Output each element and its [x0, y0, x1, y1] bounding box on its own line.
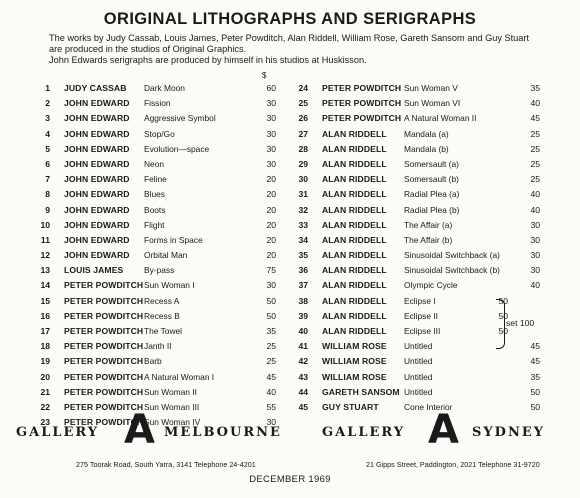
list-item — [32, 174, 292, 189]
artist-name: ALAN RIDDELL — [322, 295, 387, 306]
item-price: 40 — [530, 280, 540, 291]
artist-name: JOHN EDWARD — [64, 98, 130, 109]
list-item — [290, 341, 550, 356]
right-price-list — [290, 83, 550, 417]
work-title: Barb — [144, 356, 162, 367]
artist-name: PETER POWDITCH — [322, 83, 402, 93]
item-number: 33 — [298, 219, 308, 230]
list-item — [32, 387, 292, 402]
item-number: 12 — [40, 250, 50, 261]
item-number: 17 — [40, 326, 50, 336]
item-number: 32 — [298, 204, 308, 215]
item-price: 20 — [266, 250, 276, 261]
artist-name: WILLIAM ROSE — [322, 356, 387, 367]
list-item — [290, 356, 550, 371]
work-title: Recess A — [144, 295, 180, 306]
item-number: 13 — [40, 265, 50, 276]
item-number: 30 — [298, 174, 308, 185]
list-item — [32, 129, 292, 144]
work-title: Radial Plea (b) — [404, 204, 460, 215]
left-currency-header: $ — [262, 71, 267, 80]
item-price: 25 — [530, 174, 540, 185]
work-title: Forms in Space — [144, 234, 203, 245]
set-bracket — [496, 299, 505, 349]
list-item — [32, 220, 292, 235]
work-title: Blues — [144, 189, 165, 200]
page-title: ORIGINAL LITHOGRAPHS AND SERIGRAPHS — [103, 10, 477, 28]
artist-name: PETER POWDITCH — [64, 326, 144, 336]
list-item — [290, 220, 550, 235]
item-number: 19 — [40, 356, 50, 367]
artist-name: ALAN RIDDELL — [322, 265, 387, 276]
item-number: 1 — [45, 83, 50, 93]
work-title: Evolution—space — [144, 143, 210, 154]
item-number: 25 — [298, 98, 308, 109]
item-number: 10 — [40, 219, 50, 230]
work-title: Sun Woman VI — [404, 98, 461, 109]
item-number: 41 — [298, 341, 308, 352]
list-item — [290, 174, 550, 189]
item-number: 5 — [45, 143, 50, 154]
list-item — [290, 387, 550, 402]
item-number: 24 — [298, 83, 308, 93]
work-title: Stop/Go — [144, 128, 175, 139]
item-price: 45 — [530, 356, 540, 367]
item-price: 25 — [266, 341, 276, 352]
intro-text — [49, 33, 569, 65]
list-item — [32, 113, 292, 128]
list-item — [32, 144, 292, 159]
item-price: 50 — [498, 310, 508, 321]
list-item — [290, 235, 550, 250]
item-price: 45 — [530, 113, 540, 124]
item-price: 55 — [266, 401, 276, 412]
item-number: 38 — [298, 295, 308, 306]
list-item — [290, 113, 550, 128]
left-price-list — [32, 83, 292, 432]
work-title: Eclipse III — [404, 326, 441, 336]
item-number: 9 — [45, 204, 50, 215]
item-number: 22 — [40, 401, 50, 412]
work-title: Sun Woman IV — [144, 417, 201, 428]
list-item — [290, 250, 550, 265]
list-item — [290, 129, 550, 144]
work-title: Flight — [144, 219, 165, 230]
list-item — [32, 402, 292, 417]
item-price: 30 — [530, 219, 540, 230]
work-title: Sun Woman II — [144, 386, 197, 397]
artist-name: PETER POWDITCH — [322, 113, 402, 124]
item-number: 26 — [298, 113, 308, 124]
item-number: 42 — [298, 356, 308, 367]
work-title: Untitled — [404, 386, 433, 397]
list-item — [290, 83, 550, 98]
intro-line: are produced in the studios of Original Graphics. — [49, 43, 247, 54]
list-item — [290, 98, 550, 113]
list-item — [32, 189, 292, 204]
work-title: The Towel — [144, 326, 183, 336]
list-item — [290, 372, 550, 387]
work-title: Sinusoidal Switchback (a) — [404, 250, 500, 261]
artist-name: JOHN EDWARD — [64, 143, 130, 154]
artist-name: ALAN RIDDELL — [322, 204, 387, 215]
list-item — [32, 250, 292, 265]
work-title: Cone Interior — [404, 401, 453, 412]
artist-name: ALAN RIDDELL — [322, 143, 387, 154]
artist-name: ALAN RIDDELL — [322, 310, 387, 321]
item-price: 30 — [530, 265, 540, 276]
artist-name: JOHN EDWARD — [64, 234, 130, 245]
artist-name: PETER POWDITCH — [64, 295, 144, 306]
set-price-label: set 100 — [506, 318, 535, 328]
artist-name: ALAN RIDDELL — [322, 219, 387, 230]
item-number: 28 — [298, 143, 308, 154]
item-number: 8 — [45, 189, 50, 200]
list-item — [290, 296, 550, 311]
gallery-wordmark-sydney: GALLERY — [322, 425, 406, 440]
item-number: 6 — [45, 158, 50, 169]
item-price: 30 — [266, 280, 276, 291]
work-title: Sinusoidal Switchback (b) — [404, 265, 500, 276]
item-price: 45 — [266, 371, 276, 382]
item-number: 43 — [298, 371, 308, 382]
item-price: 40 — [530, 204, 540, 215]
item-price: 25 — [530, 143, 540, 154]
artist-name: ALAN RIDDELL — [322, 128, 387, 139]
item-number: 7 — [45, 174, 50, 185]
item-price: 20 — [266, 219, 276, 230]
item-price: 35 — [530, 83, 540, 93]
artist-name: JOHN EDWARD — [64, 250, 130, 261]
work-title: Recess B — [144, 310, 180, 321]
artist-name: PETER POWDITCH — [64, 401, 144, 412]
item-number: 11 — [40, 234, 50, 245]
list-item — [290, 205, 550, 220]
item-number: 18 — [40, 341, 50, 352]
artist-name: JOHN EDWARD — [64, 158, 130, 169]
item-number: 29 — [298, 158, 308, 169]
list-item — [290, 326, 550, 341]
artist-name: PETER POWDITCH — [64, 356, 144, 367]
item-number: 20 — [40, 371, 50, 382]
list-item — [32, 280, 292, 295]
list-item — [290, 144, 550, 159]
sydney-label: SYDNEY — [472, 425, 546, 440]
list-item — [290, 280, 550, 295]
artist-name: PETER POWDITCH — [64, 280, 144, 291]
item-price: 50 — [266, 310, 276, 321]
item-price: 60 — [266, 83, 276, 93]
item-price: 50 — [498, 295, 508, 306]
list-item — [32, 265, 292, 280]
list-item — [32, 98, 292, 113]
item-price: 30 — [266, 113, 276, 124]
item-number: 23 — [40, 417, 50, 428]
list-item — [32, 235, 292, 250]
work-title: Mandala (b) — [404, 143, 449, 154]
artist-name: WILLIAM ROSE — [322, 341, 387, 352]
item-price: 30 — [266, 128, 276, 139]
item-price: 20 — [266, 174, 276, 185]
item-price: 20 — [266, 234, 276, 245]
work-title: By-pass — [144, 265, 175, 276]
intro-line: John Edwards serigraphs are produced by himself in his studios at Huskisson. — [49, 54, 367, 65]
work-title: A Natural Woman II — [404, 113, 477, 124]
item-price: 40 — [530, 98, 540, 109]
item-number: 3 — [45, 113, 50, 124]
item-price: 40 — [266, 386, 276, 397]
item-number: 27 — [298, 128, 308, 139]
item-price: 35 — [266, 326, 276, 336]
item-price: 40 — [530, 189, 540, 200]
list-item — [290, 159, 550, 174]
list-item — [290, 402, 550, 417]
item-number: 39 — [298, 310, 308, 321]
item-number: 44 — [298, 386, 308, 397]
item-price: 20 — [266, 204, 276, 215]
item-price: 25 — [530, 158, 540, 169]
item-price: 30 — [266, 98, 276, 109]
list-item — [32, 356, 292, 371]
list-item — [32, 341, 292, 356]
artist-name: PETER POWDITCH — [322, 98, 402, 109]
work-title: Sun Woman I — [144, 280, 195, 291]
list-item — [290, 189, 550, 204]
artist-name: ALAN RIDDELL — [322, 250, 387, 261]
artist-name: PETER POWDITCH — [64, 371, 144, 382]
work-title: The Affair (b) — [404, 234, 453, 245]
list-item — [32, 326, 292, 341]
item-number: 37 — [298, 280, 308, 291]
gallery-a-logo-melbourne: A — [124, 407, 155, 453]
artist-name: LOUIS JAMES — [64, 265, 124, 276]
list-item — [32, 296, 292, 311]
artist-name: PETER POWDITCH — [64, 310, 144, 321]
artist-name: JOHN EDWARD — [64, 219, 130, 230]
artist-name: JOHN EDWARD — [64, 189, 130, 200]
item-number: 35 — [298, 250, 308, 261]
work-title: Janth II — [144, 341, 172, 352]
list-item — [32, 372, 292, 387]
intro-line: The works by Judy Cassab, Louis James, Peter Powditch, Alan Riddell, William Rose, Gareth Sansom and Guy Stuart — [49, 33, 530, 43]
work-title: Sun Woman V — [404, 83, 458, 93]
work-title: The Affair (a) — [404, 219, 453, 230]
melbourne-address: 275 Toorak Road, South Yarra, 3141 Telephone 24-4201 — [76, 460, 256, 469]
artist-name: ALAN RIDDELL — [322, 280, 387, 291]
work-title: Untitled — [404, 371, 433, 382]
work-title: Orbital Man — [144, 250, 188, 261]
artist-name: ALAN RIDDELL — [322, 326, 387, 336]
item-price: 50 — [530, 386, 540, 397]
item-number: 40 — [298, 326, 308, 336]
artist-name: ALAN RIDDELL — [322, 234, 387, 245]
item-number: 36 — [298, 265, 308, 276]
work-title: Somersault (a) — [404, 158, 459, 169]
work-title: Mandala (a) — [404, 128, 449, 139]
item-price: 25 — [530, 128, 540, 139]
item-price: 30 — [530, 250, 540, 261]
gallery-a-logo-sydney: A — [428, 407, 459, 453]
artist-name: JOHN EDWARD — [64, 128, 130, 139]
item-number: 15 — [40, 295, 50, 306]
item-price: 50 — [530, 401, 540, 412]
artist-name: PETER POWDITCH — [64, 386, 144, 397]
item-price: 50 — [498, 326, 508, 336]
item-number: 2 — [45, 98, 50, 109]
artist-name: ALAN RIDDELL — [322, 174, 387, 185]
work-title: Somersault (b) — [404, 174, 459, 185]
work-title: Untitled — [404, 341, 433, 352]
artist-name: JUDY CASSAB — [64, 83, 127, 93]
work-title: Dark Moon — [144, 83, 185, 93]
sydney-address: 21 Gipps Street, Paddington, 2021 Telephone 31-9720 — [366, 460, 540, 469]
melbourne-label: MELBOURNE — [164, 425, 282, 440]
list-item — [32, 159, 292, 174]
item-price: 25 — [266, 356, 276, 367]
item-number: 45 — [298, 401, 308, 412]
item-number: 31 — [298, 189, 308, 200]
artist-name: GUY STUART — [322, 401, 379, 412]
item-number: 21 — [40, 386, 50, 397]
artist-name: JOHN EDWARD — [64, 113, 130, 124]
list-item — [290, 265, 550, 280]
list-item — [32, 83, 292, 98]
work-title: Aggressive Symbol — [144, 113, 216, 124]
work-title: A Natural Woman I — [144, 371, 215, 382]
work-title: Radial Plea (a) — [404, 189, 460, 200]
work-title: Neon — [144, 158, 165, 169]
work-title: Feline — [144, 174, 167, 185]
item-number: 34 — [298, 234, 308, 245]
list-item — [32, 311, 292, 326]
artist-name: ALAN RIDDELL — [322, 158, 387, 169]
item-number: 4 — [45, 128, 50, 139]
item-number: 14 — [40, 280, 50, 291]
artist-name: GARETH SANSOM — [322, 386, 400, 397]
gallery-wordmark-melbourne: GALLERY — [16, 425, 100, 440]
list-item — [32, 205, 292, 220]
item-price: 45 — [530, 341, 540, 352]
artist-name: PETER POWDITCH — [64, 341, 144, 352]
work-title: Boots — [144, 204, 166, 215]
item-price: 35 — [530, 371, 540, 382]
work-title: Eclipse I — [404, 295, 436, 306]
work-title: Olympic Cycle — [404, 280, 458, 291]
item-price: 30 — [266, 158, 276, 169]
item-price: 30 — [266, 143, 276, 154]
artist-name: JOHN EDWARD — [64, 204, 130, 215]
work-title: Sun Woman III — [144, 401, 200, 412]
item-price: 30 — [530, 234, 540, 245]
item-number: 16 — [40, 310, 50, 321]
catalogue-date: DECEMBER 1969 — [249, 474, 331, 485]
work-title: Fission — [144, 98, 171, 109]
artist-name: JOHN EDWARD — [64, 174, 130, 185]
item-price: 75 — [266, 265, 276, 276]
work-title: Untitled — [404, 356, 433, 367]
artist-name: WILLIAM ROSE — [322, 371, 387, 382]
work-title: Eclipse II — [404, 310, 438, 321]
artist-name: PETER POWDITCH — [64, 417, 144, 428]
item-price: 20 — [266, 189, 276, 200]
item-price: 30 — [266, 417, 276, 428]
item-price: 50 — [266, 295, 276, 306]
artist-name: ALAN RIDDELL — [322, 189, 387, 200]
